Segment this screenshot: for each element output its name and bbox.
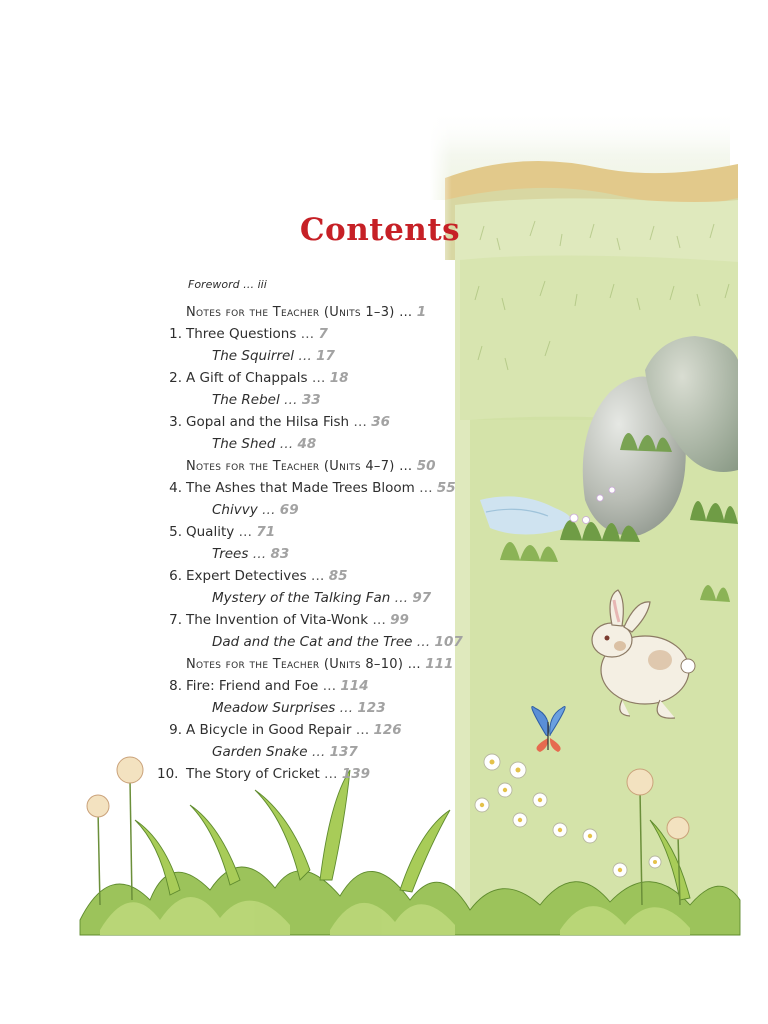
notes-label: Notes for the Teacher (Units 1–3) … bbox=[186, 305, 413, 320]
poem-entry bbox=[212, 633, 463, 651]
poem-entry bbox=[212, 545, 289, 563]
page-title: Contents bbox=[299, 212, 461, 248]
poem-title: Garden Snake bbox=[212, 744, 308, 760]
poem-title: Chivvy bbox=[212, 502, 258, 518]
poem-entry bbox=[212, 743, 358, 761]
unit-number: 1. bbox=[169, 326, 182, 342]
poem-entry bbox=[212, 589, 431, 607]
unit-page: 55 bbox=[436, 480, 456, 496]
ellipsis: … bbox=[324, 766, 338, 782]
ellipsis: … bbox=[252, 546, 267, 562]
notes-for-teacher-entry bbox=[186, 457, 435, 476]
poem-title: The Shed bbox=[212, 436, 276, 452]
ellipsis: … bbox=[262, 502, 276, 518]
unit-page: 126 bbox=[373, 722, 402, 738]
ellipsis: … bbox=[300, 326, 315, 342]
poem-entry bbox=[212, 391, 321, 409]
unit-entry bbox=[162, 677, 369, 695]
poem-title: The Squirrel bbox=[212, 348, 295, 364]
foreword-page: iii bbox=[257, 278, 267, 291]
poem-title: Meadow Surprises bbox=[212, 700, 336, 716]
foreword-label: Foreword … bbox=[188, 278, 255, 291]
notes-page: 50 bbox=[416, 458, 436, 474]
unit-entry bbox=[162, 523, 275, 541]
unit-number: 8. bbox=[169, 678, 182, 694]
unit-title: A Gift of Chappals bbox=[186, 370, 308, 386]
poem-title: The Rebel bbox=[212, 392, 280, 408]
notes-for-teacher-entry bbox=[186, 655, 453, 674]
ellipsis: … bbox=[311, 744, 326, 760]
unit-page: 85 bbox=[328, 568, 348, 584]
unit-number: 10. bbox=[157, 766, 179, 782]
notes-page: 111 bbox=[425, 656, 454, 672]
ellipsis: … bbox=[339, 700, 354, 716]
foreword-entry bbox=[188, 276, 267, 294]
unit-page: 114 bbox=[340, 678, 369, 694]
unit-title: The Invention of Vita-Wonk bbox=[186, 612, 369, 628]
unit-number: 4. bbox=[169, 480, 182, 496]
unit-page: 36 bbox=[371, 414, 391, 430]
unit-entry bbox=[157, 765, 370, 783]
ellipsis: … bbox=[394, 590, 409, 606]
unit-entry bbox=[162, 369, 348, 387]
unit-title: Gopal and the Hilsa Fish bbox=[186, 414, 350, 430]
unit-number: 5. bbox=[169, 524, 182, 540]
unit-title: Quality bbox=[186, 524, 235, 540]
poem-page: 48 bbox=[297, 436, 317, 452]
unit-page: 18 bbox=[329, 370, 349, 386]
poem-title: Trees bbox=[212, 546, 249, 562]
unit-number: 2. bbox=[169, 370, 182, 386]
unit-entry bbox=[162, 721, 402, 739]
notes-label: Notes for the Teacher (Units 8–10) … bbox=[186, 657, 421, 672]
poem-page: 137 bbox=[329, 744, 358, 760]
unit-entry bbox=[162, 479, 456, 497]
unit-title: Three Questions bbox=[186, 326, 297, 342]
ellipsis: … bbox=[310, 568, 325, 584]
unit-number: 6. bbox=[169, 568, 182, 584]
ellipsis: … bbox=[419, 480, 433, 496]
poem-entry bbox=[212, 501, 299, 519]
unit-number: 3. bbox=[169, 414, 182, 430]
ellipsis: … bbox=[353, 414, 367, 430]
unit-title: Fire: Friend and Foe bbox=[186, 678, 319, 694]
ellipsis: … bbox=[416, 634, 431, 650]
unit-page: 71 bbox=[256, 524, 276, 540]
unit-page: 7 bbox=[318, 326, 328, 342]
ellipsis: … bbox=[298, 348, 312, 364]
unit-entry bbox=[162, 567, 348, 585]
poem-entry bbox=[212, 435, 316, 453]
ellipsis: … bbox=[279, 436, 294, 452]
unit-number: 7. bbox=[169, 612, 182, 628]
unit-title: A Bicycle in Good Repair bbox=[186, 722, 352, 738]
unit-entry bbox=[162, 325, 328, 343]
unit-number: 9. bbox=[169, 722, 182, 738]
poem-page: 33 bbox=[301, 392, 321, 408]
unit-title: Expert Detectives bbox=[186, 568, 307, 584]
poem-entry bbox=[212, 347, 335, 365]
poem-page: 107 bbox=[434, 634, 463, 650]
unit-page: 99 bbox=[390, 612, 409, 628]
poem-page: 123 bbox=[357, 700, 386, 716]
poem-page: 69 bbox=[279, 502, 299, 518]
poem-page: 83 bbox=[270, 546, 290, 562]
unit-entry bbox=[162, 413, 390, 431]
ellipsis: … bbox=[322, 678, 337, 694]
ellipsis: … bbox=[355, 722, 370, 738]
unit-title: The Ashes that Made Trees Bloom bbox=[186, 480, 415, 496]
notes-for-teacher-entry bbox=[186, 303, 426, 322]
ellipsis: … bbox=[372, 612, 386, 628]
poem-title: Mystery of the Talking Fan bbox=[212, 590, 391, 606]
unit-page: 139 bbox=[341, 766, 371, 782]
poem-page: 17 bbox=[316, 348, 335, 364]
unit-entry bbox=[162, 611, 409, 629]
ellipsis: … bbox=[238, 524, 253, 540]
poem-entry bbox=[212, 699, 386, 717]
notes-page: 1 bbox=[416, 304, 427, 320]
unit-title: The Story of Cricket bbox=[186, 766, 320, 782]
ellipsis: … bbox=[284, 392, 298, 408]
poem-title: Dad and the Cat and the Tree bbox=[212, 634, 413, 650]
poem-page: 97 bbox=[412, 590, 432, 606]
notes-label: Notes for the Teacher (Units 4–7) … bbox=[186, 459, 413, 474]
ellipsis: … bbox=[311, 370, 326, 386]
